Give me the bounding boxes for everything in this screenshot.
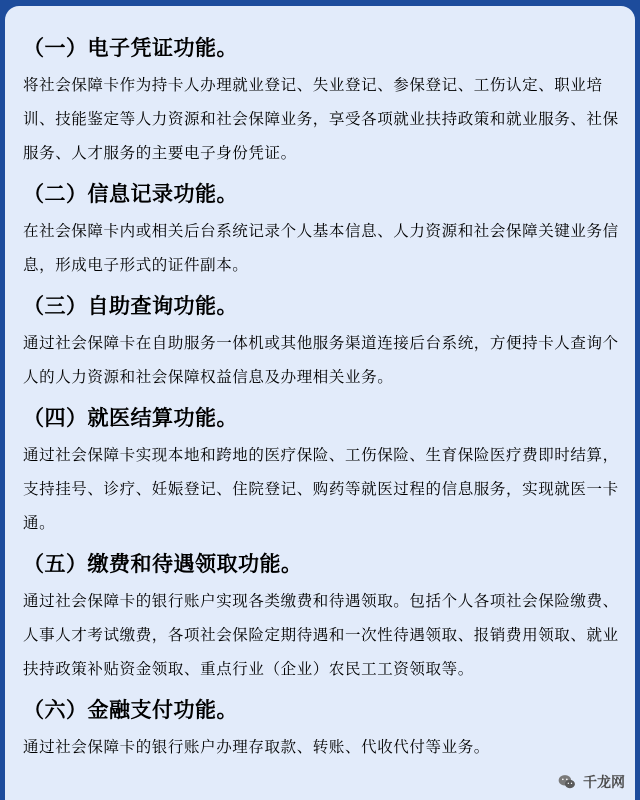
section-body: 通过社会保障卡实现本地和跨地的医疗保险、工伤保险、生育保险医疗费即时结算，支持挂号、诊疗、妊娠登记、住院登记、购药等就医过程的信息服务，实现就医一卡通。 xyxy=(23,446,619,532)
section-financial-payment xyxy=(23,690,621,764)
section-payment-benefits xyxy=(23,544,621,686)
section-heading: （二）信息记录功能。 xyxy=(23,182,238,206)
watermark-text: 千龙网 xyxy=(583,775,625,791)
section-heading: （五）缴费和待遇领取功能。 xyxy=(23,552,303,576)
section-heading: （六）金融支付功能。 xyxy=(23,698,238,722)
section-heading: （一）电子凭证功能。 xyxy=(23,36,238,60)
section-heading: （四）就医结算功能。 xyxy=(23,406,238,430)
section-medical-settlement xyxy=(23,398,621,540)
section-body: 通过社会保障卡的银行账户办理存取款、转账、代收代付等业务。 xyxy=(23,738,490,756)
section-body: 在社会保障卡内或相关后台系统记录个人基本信息、人力资源和社会保障关键业务信息，形成电子形式的证件副本。 xyxy=(23,222,619,274)
section-body: 通过社会保障卡的银行账户实现各类缴费和待遇领取。包括个人各项社会保险缴费、人事人才考试缴费，各项社会保险定期待遇和一次性待遇领取、报销费用领取、就业扶持政策补贴资金领取、重点行业（企业）农民工工资领取等。 xyxy=(23,592,619,678)
section-self-service-query xyxy=(23,286,621,394)
section-electronic-credential xyxy=(23,28,621,170)
wechat-icon xyxy=(557,772,577,792)
section-heading: （三）自助查询功能。 xyxy=(23,294,238,318)
section-body: 通过社会保障卡在自助服务一体机或其他服务渠道连接后台系统，方便持卡人查询个人的人力资源和社会保障权益信息及办理相关业务。 xyxy=(23,334,619,386)
watermark xyxy=(557,772,625,792)
content-card xyxy=(5,6,635,800)
section-body: 将社会保障卡作为持卡人办理就业登记、失业登记、参保登记、工伤认定、职业培训、技能鉴定等人力资源和社会保障业务，享受各项就业扶持政策和就业服务、社保服务、人才服务的主要电子身份凭证。 xyxy=(23,76,619,162)
section-info-record xyxy=(23,174,621,282)
